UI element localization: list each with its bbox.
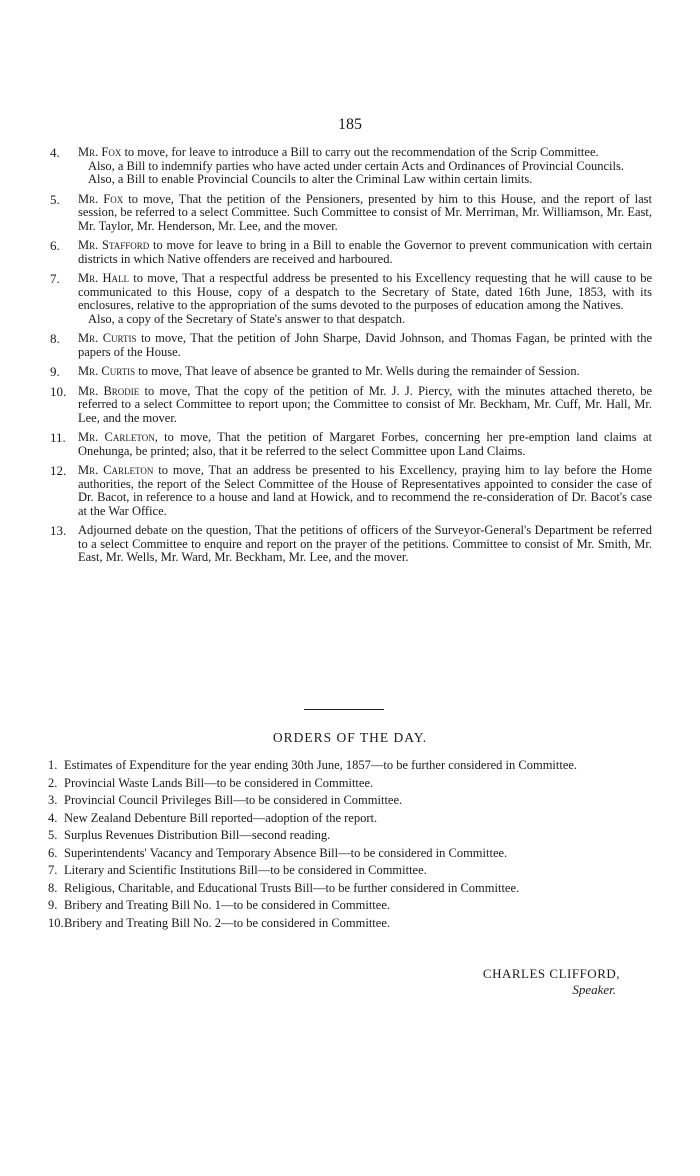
notice-mover: Mr. Curtis bbox=[78, 364, 136, 378]
order-text: Provincial Waste Lands Bill—to be considered in Committee. bbox=[64, 775, 374, 790]
notice-item bbox=[50, 332, 652, 359]
notice-item bbox=[50, 385, 652, 426]
notice-mover: Mr. Stafford bbox=[78, 238, 150, 252]
notice-item bbox=[50, 464, 652, 518]
signatory-title: Speaker. bbox=[572, 982, 616, 997]
order-number: 5. bbox=[48, 828, 58, 842]
notice-number: 4. bbox=[50, 145, 60, 160]
order-item bbox=[48, 916, 654, 930]
order-item bbox=[48, 846, 654, 860]
notice-body bbox=[78, 463, 652, 518]
notice-text: to move for leave to bring in a Bill to enable the Governor to prevent communication with certain districts in which Native offenders are received and harboured. bbox=[78, 238, 652, 266]
signatory-name: CHARLES CLIFFORD, bbox=[482, 966, 620, 981]
notice-text: to move, That leave of absence be granted to Mr. Wells during the remainder of Session. bbox=[135, 364, 580, 378]
order-item bbox=[48, 898, 654, 912]
notice-mover: Mr. Curtis bbox=[78, 331, 137, 345]
notice-text: to move, for leave to introduce a Bill to carry out the recommendation of the Scrip Committee. bbox=[121, 145, 599, 159]
notice-item bbox=[50, 193, 652, 234]
notice-mover: Mr. Carleton bbox=[78, 463, 154, 477]
order-text: New Zealand Debenture Bill reported—adoption of the report. bbox=[64, 810, 378, 825]
notice-item bbox=[50, 524, 652, 565]
order-number: 10. bbox=[48, 915, 64, 930]
order-item bbox=[48, 881, 654, 895]
notice-text: to move, That an address be presented to his Excellency, praying him to lay before the Home authorities, the report of the Select Committee of the House of Representatives appointed to consider the case of Dr. Bacot, in reference to a house and land at Howick, and to recommend the re-consideration of Dr. Bacot's case at the War Office. bbox=[78, 463, 652, 518]
notices-of-motion bbox=[50, 146, 652, 571]
order-number: 2. bbox=[48, 775, 58, 790]
order-number: 6. bbox=[48, 845, 58, 860]
notice-body bbox=[78, 145, 599, 159]
order-text: Superintendents' Vacancy and Temporary Absence Bill—to be considered in Committee. bbox=[64, 845, 508, 860]
notice-body bbox=[78, 192, 652, 233]
notice-body bbox=[78, 430, 652, 458]
orders-heading: ORDERS OF THE DAY. bbox=[272, 730, 428, 745]
orders-of-the-day bbox=[48, 758, 654, 933]
notice-number: 7. bbox=[50, 271, 60, 286]
notice-text: to move, That the copy of the petition of Mr. J. J. Piercy, with the minutes attached thereto, be referred to a select Committee to report upon; the Committee to consist of Mr. Beckham, Mr. Cuff, Mr. Hall, Mr. Lee, and the mover. bbox=[78, 383, 653, 425]
notice-sub-item: Also, a copy of the Secretary of State's answer to that despatch. bbox=[88, 311, 406, 326]
notice-number: 10. bbox=[50, 383, 67, 399]
order-number: 9. bbox=[48, 898, 58, 912]
notice-item bbox=[50, 239, 652, 266]
notice-sub-item: Also, a Bill to indemnify parties who have acted under certain Acts and Ordinances of Provincial Councils. bbox=[88, 158, 624, 173]
order-item bbox=[48, 828, 654, 842]
signature-block bbox=[420, 966, 620, 998]
notice-sub-item: Also, a Bill to enable Provincial Councils to alter the Criminal Law within certain limits. bbox=[88, 172, 533, 186]
order-item bbox=[48, 811, 654, 825]
notice-number: 8. bbox=[50, 331, 60, 346]
notice-item bbox=[50, 272, 652, 326]
notice-number: 13. bbox=[50, 523, 67, 538]
order-text: Bribery and Treating Bill No. 2—to be considered in Committee. bbox=[64, 915, 391, 930]
order-text: Literary and Scientific Institutions Bill—to be considered in Committee. bbox=[64, 863, 427, 877]
notice-text: to move, That the petition of John Sharpe, David Johnson, and Thomas Fagan, be printed with the papers of the House. bbox=[78, 331, 652, 359]
order-text: Estimates of Expenditure for the year ending 30th June, 1857—to be further considered in Committee. bbox=[64, 758, 578, 772]
notice-mover: Mr. Hall bbox=[78, 271, 130, 285]
order-text: Religious, Charitable, and Educational Trusts Bill—to be further considered in Committee. bbox=[64, 880, 520, 895]
notice-body bbox=[78, 238, 652, 266]
order-number: 8. bbox=[48, 880, 58, 895]
page-number: 185 bbox=[338, 116, 362, 133]
notice-item bbox=[50, 365, 652, 379]
notice-body bbox=[78, 271, 652, 312]
order-item bbox=[48, 776, 654, 790]
notice-body bbox=[78, 523, 652, 564]
notice-mover: Mr. Brodie bbox=[78, 383, 140, 398]
notice-body bbox=[78, 364, 580, 378]
notice-number: 12. bbox=[50, 463, 67, 478]
notice-body bbox=[78, 331, 652, 359]
notice-text: Adjourned debate on the question, That the petitions of officers of the Surveyor-General's Department be referred to a select Committee to enquire and report on the prayer of the petitions. Committee to consist of Mr. Smith, Mr. East, Mr. Wells, Mr. Ward, Mr. Beckham, Mr. Lee, and the mover. bbox=[78, 523, 652, 564]
notice-text: to move, That a respectful address be presented to his Excellency requesting that he will cause to be communicated to this House, copy of a despatch to the Secretary of State, dated 16th June, 1853, with its enclosures, relative to the appropriation of the sums devoted to the purposes of education among the Natives. bbox=[78, 271, 652, 312]
order-number: 4. bbox=[48, 810, 58, 825]
notice-mover: Mr. Fox bbox=[78, 145, 122, 159]
notice-number: 11. bbox=[50, 430, 66, 445]
order-text: Bribery and Treating Bill No. 1—to be considered in Committee. bbox=[64, 898, 391, 912]
notice-number: 9. bbox=[50, 364, 60, 379]
notice-number: 5. bbox=[50, 191, 60, 207]
order-number: 3. bbox=[48, 793, 58, 807]
order-text: Provincial Council Privileges Bill—to be considered in Committee. bbox=[64, 793, 403, 807]
notice-item bbox=[50, 431, 652, 458]
notice-number: 6. bbox=[50, 238, 60, 253]
order-item bbox=[48, 793, 654, 807]
order-item bbox=[48, 863, 654, 877]
order-item bbox=[48, 758, 654, 772]
notice-body bbox=[78, 384, 652, 425]
notice-text: to move, That the petition of the Pensioners, presented by him to this House, and the report of last session, be referred to a select Committee. Such Committee to consist of Mr. Merriman, Mr. Williamson, Mr. East, Mr. Taylor, Mr. Henderson, Mr. Lee, and the mover. bbox=[78, 191, 652, 233]
notice-mover: Mr. Fox bbox=[78, 191, 124, 206]
order-text: Surplus Revenues Distribution Bill—second reading. bbox=[64, 828, 331, 842]
order-number: 1. bbox=[48, 758, 58, 772]
notice-text: to move, That the petition of Margaret Forbes, concerning her pre-emption land claims at Onehunga, be printed; also, that it be referred to the select Committee upon Land Claims. bbox=[78, 430, 652, 458]
notice-mover: Mr. Carleton, bbox=[78, 430, 158, 444]
order-number: 7. bbox=[48, 863, 58, 877]
section-divider bbox=[304, 709, 384, 710]
notice-item bbox=[50, 146, 652, 187]
